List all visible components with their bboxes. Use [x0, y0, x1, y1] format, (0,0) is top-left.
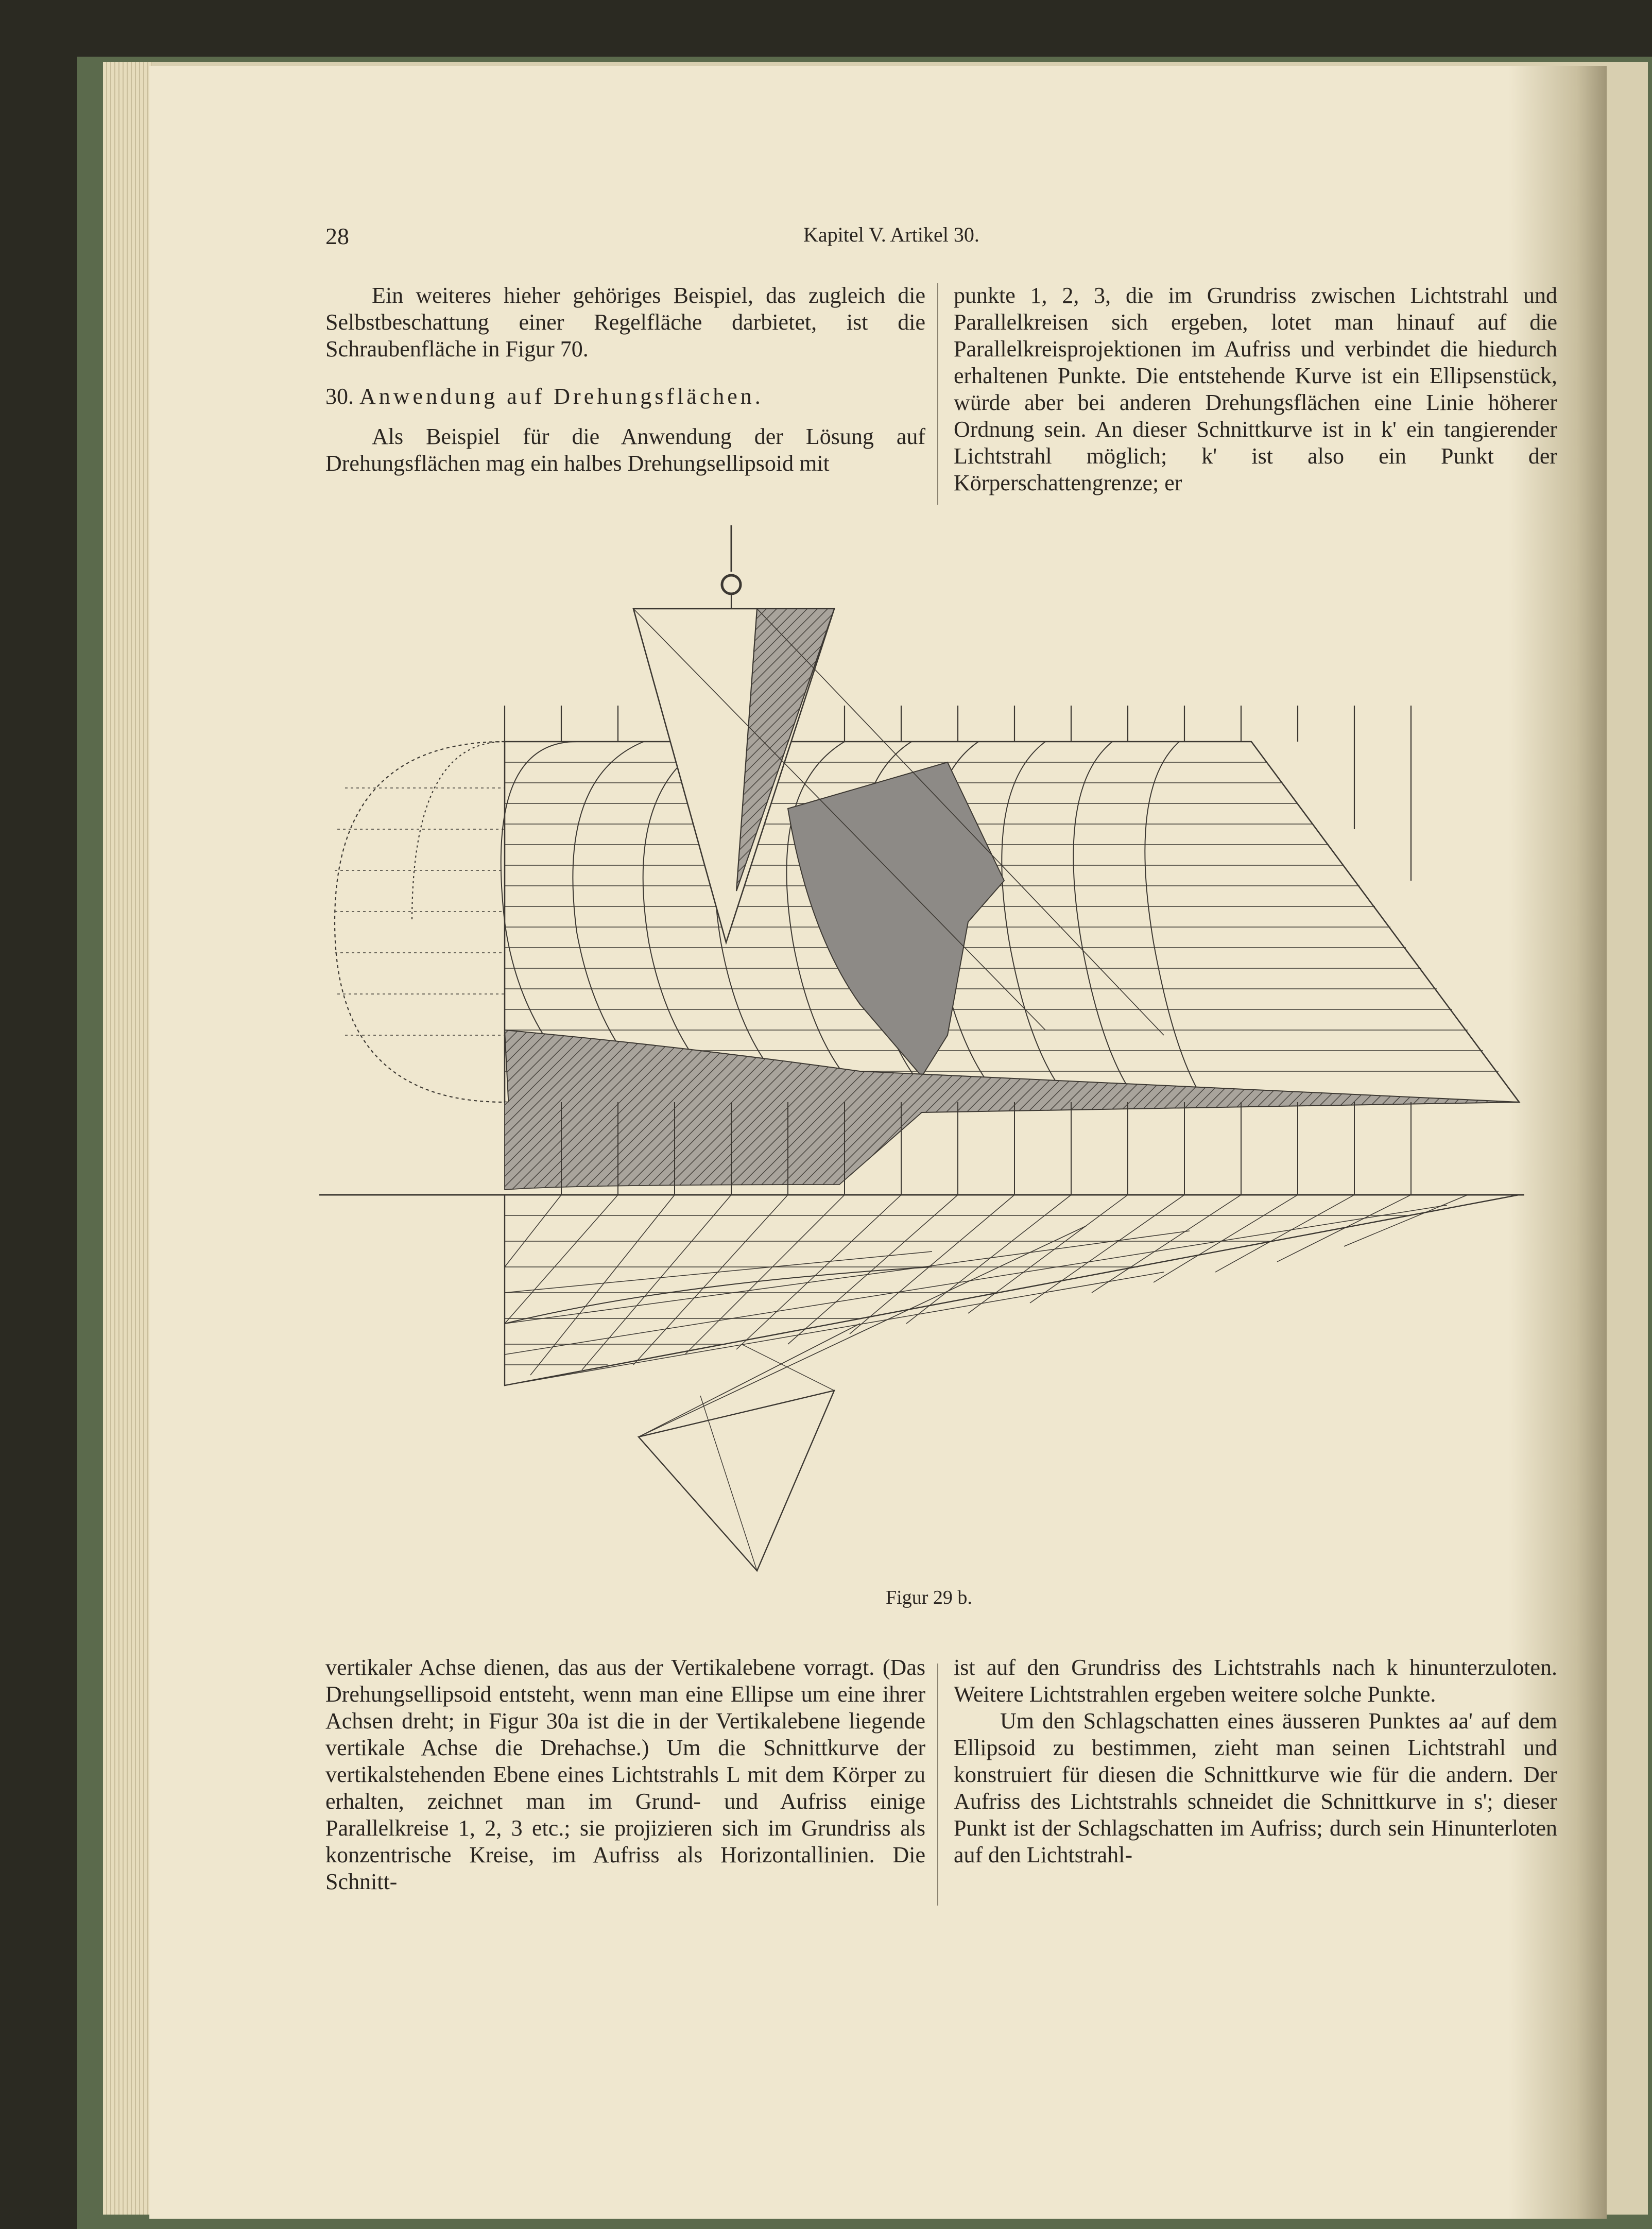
paragraph: ist auf den Grundriss des Lichtstrahls nach k hinunterzuloten. Weitere Lichtstrahlen ergeben weitere solche Punkte. — [954, 1655, 1557, 1707]
left-column-bottom — [325, 1654, 925, 1895]
running-head: Kapitel V. Artikel 30. — [803, 223, 979, 246]
paragraph: Als Beispiel für die Anwendung der Lösung auf Drehungsflächen mag ein halbes Drehungsellipsoid mit — [325, 424, 925, 476]
paragraph: punkte 1, 2, 3, die im Grundriss zwischen Lichtstrahl und Parallelkreisen sich ergeben, lotet man hinauf auf die Parallelkreisprojektionen im Aufriss und verbindet die hiedurch erhaltenen Punkte. Die entstehende Kurve ist ein Ellipsenstück, würde aber bei anderen Drehungsflächen eine Linie höherer Ordnung sein. An dieser Schnittkurve ist in k' ein tangierender Lichtstrahl möglich; k' ist also ein Punkt der Körperschattengrenze; er — [954, 283, 1557, 495]
page-number: 28 — [325, 223, 349, 249]
column-rule — [937, 283, 938, 505]
right-column-bottom — [954, 1654, 1557, 1868]
section-title: Anwendung auf Drehungsflächen. — [359, 384, 764, 409]
left-column-top — [325, 282, 925, 477]
paragraph: Um den Schlagschatten eines äusseren Punktes aa' auf dem Ellipsoid zu bestimmen, zieht man seinen Lichtstrahl und konstruiert für diesen die Schnittkurve wie für die andern. Der Aufriss des Lichtstrahls schneidet die Schnittkurve in s'; dieser Punkt ist der Schlagschatten im Aufriss; durch sein Hinunterloten auf den Lichtstrahl- — [954, 1708, 1557, 1867]
column-rule — [937, 1664, 938, 1906]
figure-29b — [314, 520, 1540, 1581]
section-heading — [325, 383, 925, 410]
paragraph: Ein weiteres hieher gehöriges Beispiel, das zugleich die Selbstbeschattung einer Regelfläche darbietet, ist die Schraubenfläche in Figur 70. — [325, 283, 925, 362]
section-number: 30. — [325, 384, 354, 409]
descriptive-geometry-drawing — [314, 520, 1540, 1581]
figure-caption: Figur 29 b. — [886, 1587, 972, 1608]
paragraph: vertikaler Achse dienen, das aus der Vertikalebene vorragt. (Das Drehungsellipsoid entsteht, wenn man eine Ellipse um eine ihrer Achsen dreht; in Figur 30a ist die in der Vertikalebene liegende vertikale Achse die Drehachse.) Um die Schnittkurve der vertikalstehenden Ebene eines Lichtstrahls L mit dem Körper zu erhalten, zeichnet man im Grund- und Aufriss einige Parallelkreise 1, 2, 3 etc.; sie projizieren sich im Grundriss als konzentrische Kreise, im Aufriss als Horizontallinien. Die Schnitt- — [325, 1655, 925, 1894]
page-edges — [103, 62, 152, 2215]
right-column-top — [954, 282, 1557, 496]
